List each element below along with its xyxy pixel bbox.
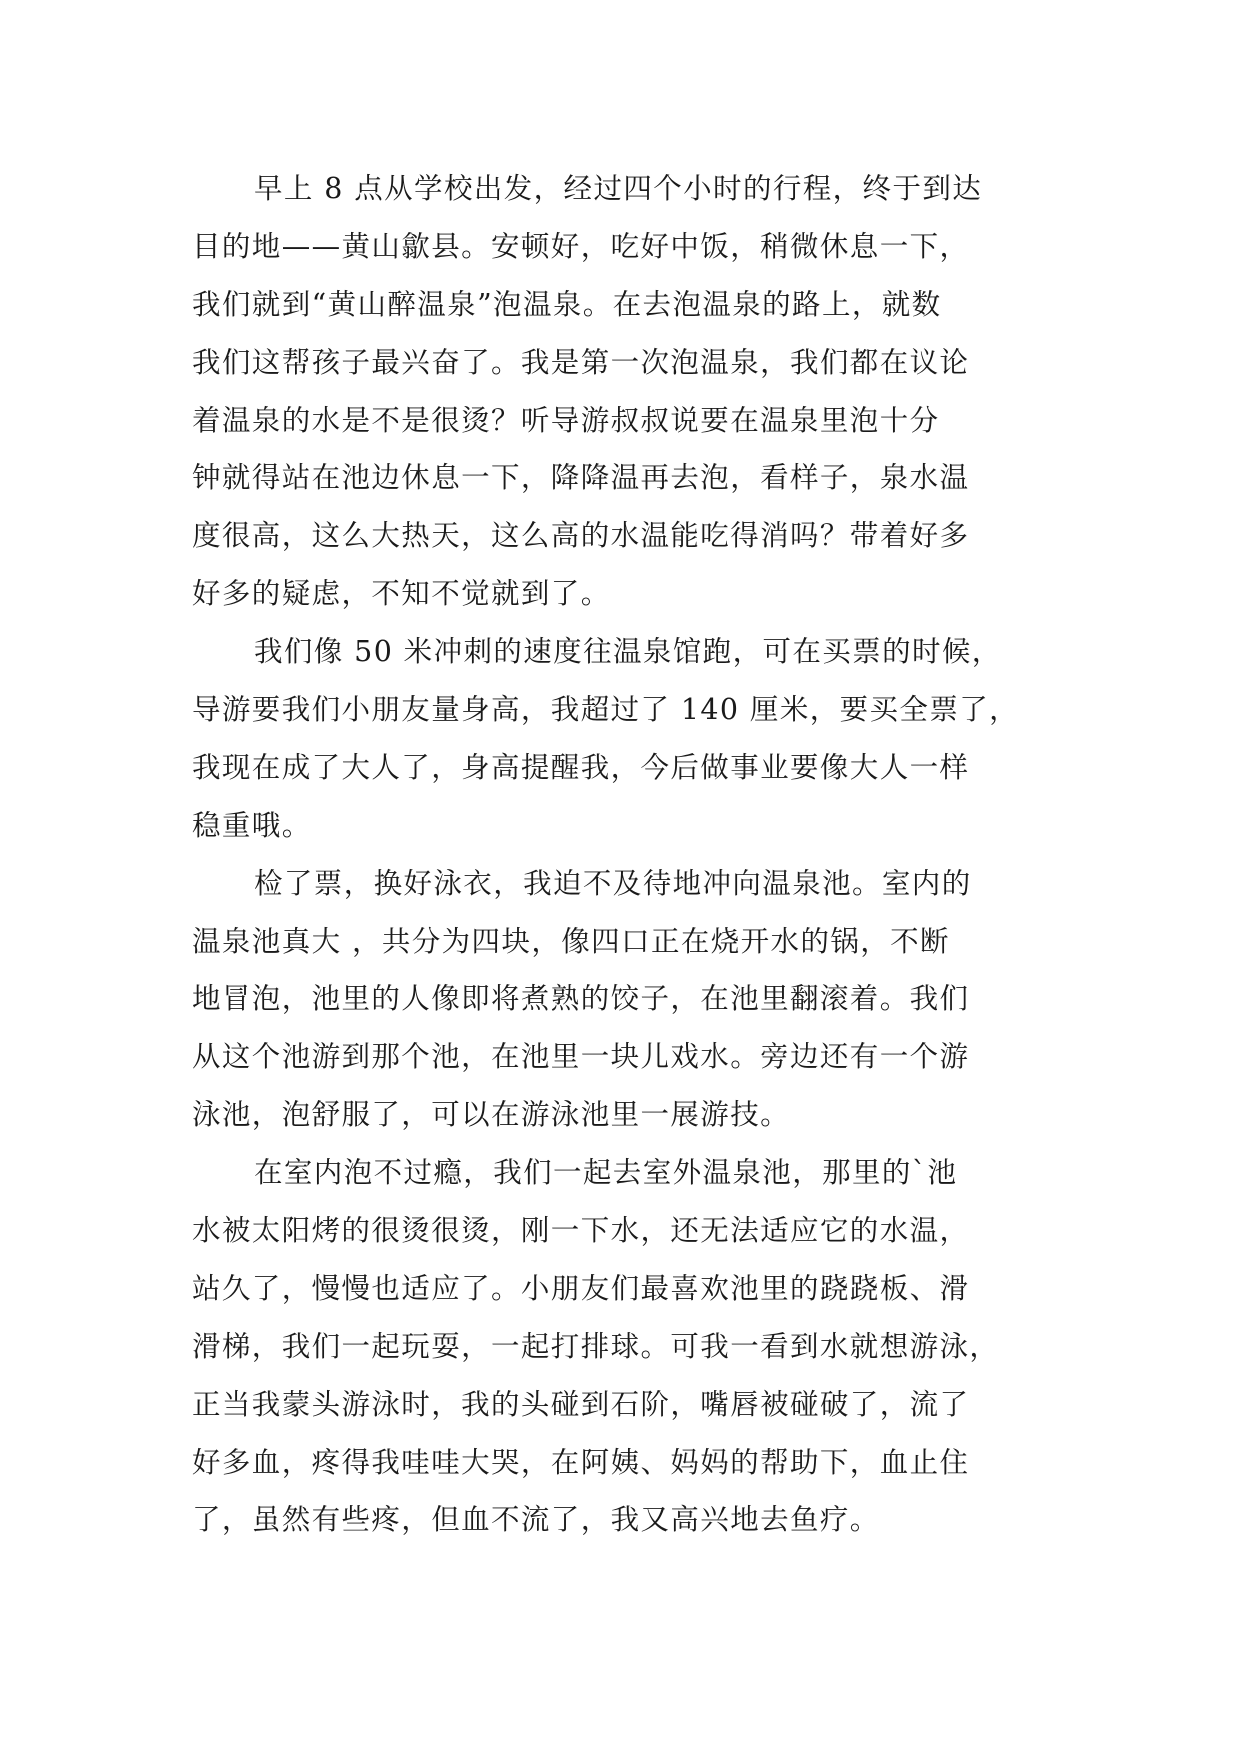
text-line: 我们像 50 米冲刺的速度往温泉馆跑，可在买票的时候， <box>254 635 1002 669</box>
text-line: 我现在成了大人了，身高提醒我，今后做事业要像大人一样 <box>192 750 970 784</box>
text-line: 好多血，疼得我哇哇大哭，在阿姨、妈妈的帮助下，血止住 <box>192 1445 970 1479</box>
text-line: 我们这帮孩子最兴奋了。我是第一次泡温泉，我们都在议论 <box>192 345 970 379</box>
text-line: 目的地——黄山歙县。安顿好，吃好中饭，稍微休息一下， <box>192 229 970 263</box>
text-line: 了，虽然有些疼，但血不流了，我又高兴地去鱼疗。 <box>192 1503 880 1537</box>
text-line: 我们就到“黄山醉温泉”泡温泉。在去泡温泉的路上，就数 <box>192 287 942 321</box>
text-line: 度很高，这么大热天，这么高的水温能吃得消吗？带着好多 <box>192 519 970 553</box>
text-line: 从这个池游到那个池，在池里一块儿戏水。旁边还有一个游 <box>192 1040 970 1074</box>
text-line: 水被太阳烤的很烫很烫，刚一下水，还无法适应它的水温， <box>192 1214 970 1248</box>
text-line: 滑梯，我们一起玩耍，一起打排球。可我一看到水就想游泳， <box>192 1329 1000 1363</box>
text-line: 导游要我们小朋友量身高，我超过了 140 厘米，要买全票了， <box>192 693 1020 727</box>
text-line: 正当我蒙头游泳时，我的头碰到石阶，嘴唇被碰破了，流了 <box>192 1387 970 1421</box>
text-line: 早上 8 点从学校出发，经过四个小时的行程，终于到达 <box>254 172 983 205</box>
text-line: 钟就得站在池边休息一下，降降温再去泡，看样子，泉水温 <box>192 461 970 495</box>
body-text <box>192 160 1054 1549</box>
text-line: 在室内泡不过瘾，我们一起去室外温泉池，那里的`池 <box>254 1156 958 1190</box>
text-line: 稳重哦。 <box>192 808 312 842</box>
text-line: 站久了，慢慢也适应了。小朋友们最喜欢池里的跷跷板、滑 <box>192 1271 970 1305</box>
text-line: 着温泉的水是不是很烫？听导游叔叔说要在温泉里泡十分 <box>192 403 940 437</box>
text-line: 泳池，泡舒服了，可以在游泳池里一展游技。 <box>192 1098 791 1132</box>
text-line: 地冒泡，池里的人像即将煮熟的饺子，在池里翻滚着。我们 <box>192 982 970 1016</box>
text-line: 检了票，换好泳衣，我迫不及待地冲向温泉池。室内的 <box>254 866 972 900</box>
text-line: 温泉池真大 ，共分为四块，像四口正在烧开水的锅，不断 <box>192 924 950 958</box>
text-line: 好多的疑虑，不知不觉就到了。 <box>192 577 611 611</box>
